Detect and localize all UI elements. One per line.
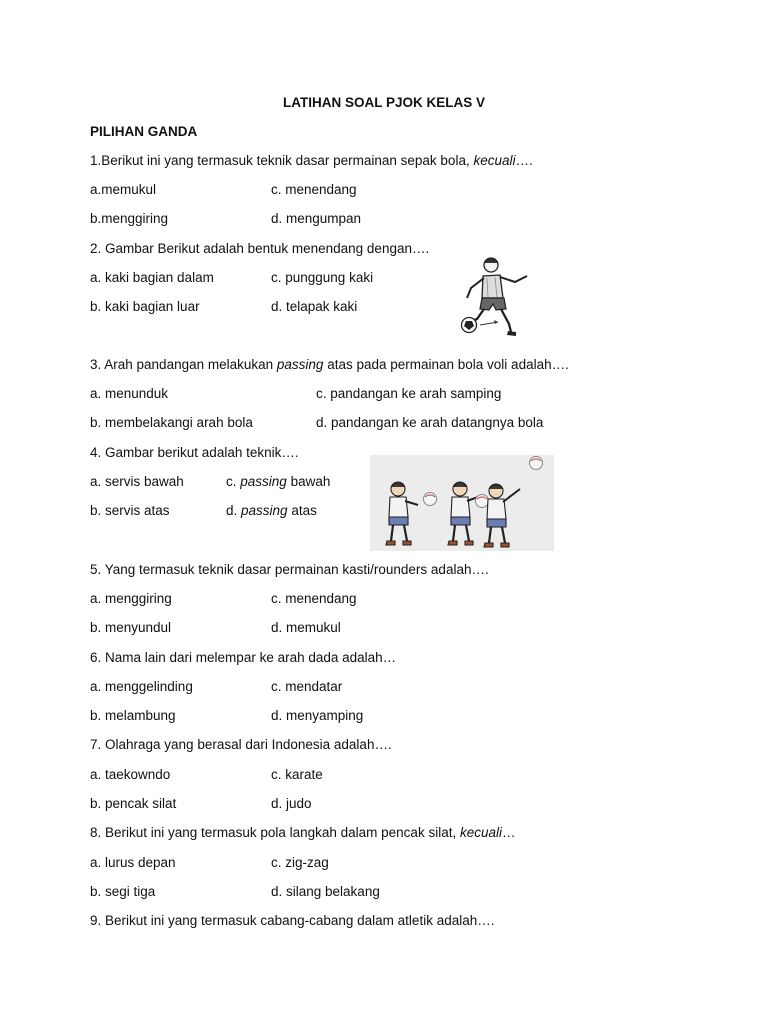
q5-option-a: a. menggiring xyxy=(90,591,172,606)
question-4: 4. Gambar berikut adalah teknik…. xyxy=(90,445,299,460)
question-3-emphasis: passing xyxy=(276,357,324,372)
question-2: 2. Gambar Berikut adalah bentuk menendang dengan…. xyxy=(90,241,430,256)
q4-option-c-prefix: c. xyxy=(226,474,241,489)
q2-option-c: c. punggung kaki xyxy=(271,270,374,285)
page-title: LATIHAN SOAL PJOK KELAS V xyxy=(282,95,486,110)
question-8-text: 8. Berikut ini yang termasuk pola langkah dalam pencak silat, xyxy=(90,825,460,840)
question-8-tail: … xyxy=(501,825,516,840)
q6-option-a: a. menggelinding xyxy=(90,679,193,694)
q2-option-a: a. kaki bagian dalam xyxy=(90,270,214,285)
q8-option-d: d. silang belakang xyxy=(271,884,380,899)
q7-option-c: c. karate xyxy=(271,767,323,782)
q3-option-a: a. menunduk xyxy=(90,386,169,401)
q1-option-d: d. mengumpan xyxy=(271,211,362,226)
question-3-text: 3. Arah pandangan melakukan xyxy=(90,357,277,372)
q4-option-d-prefix: d. xyxy=(226,503,242,518)
question-9: 9. Berikut ini yang termasuk cabang-cabang dalam atletik adalah…. xyxy=(90,913,495,928)
q4-option-c-emphasis: passing xyxy=(240,474,287,489)
question-3 xyxy=(90,357,569,373)
question-1-tail: …. xyxy=(515,153,533,168)
q6-option-c: c. mendatar xyxy=(271,679,343,694)
q3-option-c: c. pandangan ke arah samping xyxy=(316,386,502,401)
q1-option-b: b.menggiring xyxy=(90,211,169,226)
q4-option-d-emphasis: passing xyxy=(241,503,288,518)
question-1-emphasis: kecuali xyxy=(473,153,516,168)
question-3-tail: atas pada permainan bola voli adalah…. xyxy=(323,357,569,372)
q4-option-b: b. servis atas xyxy=(90,503,170,518)
q5-option-d: d. memukul xyxy=(271,620,341,635)
question-7: 7. Olahraga yang berasal dari Indonesia adalah…. xyxy=(90,737,392,752)
question-1 xyxy=(90,153,533,169)
soccer-kick-illustration xyxy=(453,252,543,338)
question-1-text: 1.Berikut ini yang termasuk teknik dasar permainan sepak bola, xyxy=(90,153,474,168)
q5-option-c: c. menendang xyxy=(271,591,357,606)
q4-option-d xyxy=(226,503,317,519)
q4-option-a: a. servis bawah xyxy=(90,474,184,489)
q3-option-d: d. pandangan ke arah datangnya bola xyxy=(316,415,544,430)
q8-option-c: c. zig-zag xyxy=(271,855,329,870)
q4-option-c-suffix: bawah xyxy=(286,474,331,489)
q8-option-a: a. lurus depan xyxy=(90,855,176,870)
q4-option-d-suffix: atas xyxy=(287,503,317,518)
q2-option-b: b. kaki bagian luar xyxy=(90,299,200,314)
section-heading: PILIHAN GANDA xyxy=(90,124,198,139)
q6-option-b: b. melambung xyxy=(90,708,176,723)
question-5: 5. Yang termasuk teknik dasar permainan kasti/rounders adalah…. xyxy=(90,562,489,577)
q2-option-d: d. telapak kaki xyxy=(271,299,358,314)
q8-option-b: b. segi tiga xyxy=(90,884,156,899)
q1-option-c: c. menendang xyxy=(271,182,357,197)
q3-option-b: b. membelakangi arah bola xyxy=(90,415,253,430)
question-8 xyxy=(90,825,515,841)
q7-option-d: d. judo xyxy=(271,796,312,811)
q7-option-a: a. taekowndo xyxy=(90,767,171,782)
q7-option-b: b. pencak silat xyxy=(90,796,177,811)
question-6: 6. Nama lain dari melempar ke arah dada adalah… xyxy=(90,650,397,665)
q1-option-a: a.memukul xyxy=(90,182,157,197)
q5-option-b: b. menyundul xyxy=(90,620,172,635)
q6-option-d: d. menyamping xyxy=(271,708,364,723)
volleyball-passing-illustration xyxy=(370,455,554,551)
q4-option-c xyxy=(226,474,330,490)
question-8-emphasis: kecuali xyxy=(459,825,502,840)
